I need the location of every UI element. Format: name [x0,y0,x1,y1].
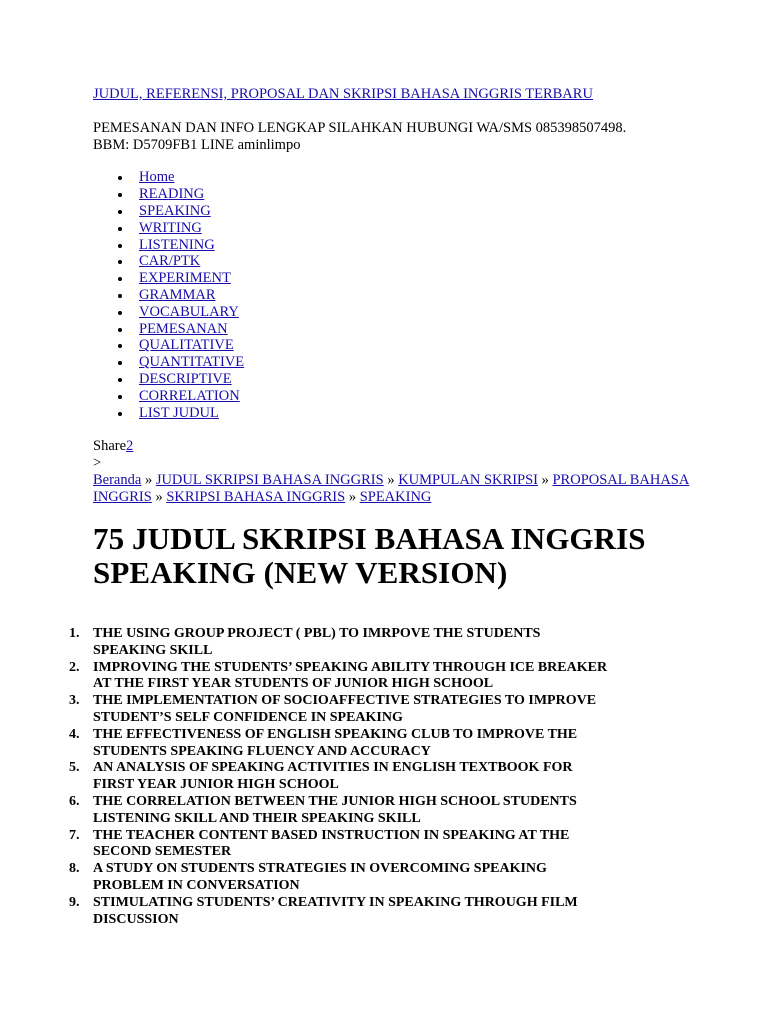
judul-list-item [69,727,709,761]
page-title-line-2: SPEAKING (NEW VERSION) [93,554,508,590]
nav-link[interactable]: READING [139,186,205,203]
nav-link[interactable]: EXPERIMENT [139,270,231,287]
judul-list-item [69,693,709,727]
judul-list-item [69,861,709,895]
list-number: 2. [69,659,80,675]
bullet-icon [118,361,122,365]
bullet-icon [118,244,122,248]
list-number: 9. [69,894,80,910]
breadcrumb-link[interactable]: PROPOSAL BAHASA INGGRIS [93,471,690,505]
breadcrumb [93,472,733,506]
nav-link[interactable]: VOCABULARY [139,303,239,320]
nav-item-grammar [93,287,733,304]
list-number: 3. [69,693,80,709]
breadcrumb-link[interactable]: KUMPULAN SKRIPSI [398,471,538,488]
list-number: 7. [69,827,80,843]
breadcrumb-link[interactable]: SKRIPSI BAHASA INGGRIS [166,488,346,505]
breadcrumb-link[interactable]: Beranda [93,471,142,488]
list-item-text-line-1: IMPROVING THE STUDENTS’ SPEAKING ABILITY THROUGH ICE BREAKER [93,659,608,675]
list-number: 1. [69,626,80,641]
breadcrumb-separator: » [541,471,549,488]
nav-link[interactable]: LIST JUDUL [139,404,219,421]
list-item-text-line-1: THE TEACHER CONTENT BASED INSTRUCTION IN SPEAKING AT THE [93,827,570,843]
share-count-link[interactable]: 2 [126,438,134,455]
share-label: Share [93,438,127,455]
nav-item-car-ptk [93,253,733,270]
share-arrow: > [93,455,102,472]
breadcrumb-separator: » [348,488,357,505]
nav-item-list-judul [93,405,733,422]
nav-link[interactable]: QUALITATIVE [139,337,234,354]
list-item-text-line-2: PROBLEM IN CONVERSATION [93,877,300,893]
nav-link[interactable]: SPEAKING [139,202,211,219]
site-header-link[interactable]: JUDUL, REFERENSI, PROPOSAL DAN SKRIPSI BAHASA INGGRIS TERBARU [93,86,593,102]
nav-item-pemesanan [93,321,733,338]
list-item-text-line-1: THE USING GROUP PROJECT ( PBL) TO IMRPOVE THE STUDENTS [93,626,541,641]
bullet-icon [118,378,122,382]
nav-item-descriptive [93,371,733,388]
nav-item-listening [93,237,733,254]
nav-link[interactable]: WRITING [139,219,202,236]
bullet-icon [118,210,122,214]
list-item-text-line-2: DISCUSSION [93,911,179,927]
bullet-icon [118,395,122,399]
breadcrumb-link[interactable]: JUDUL SKRIPSI BAHASA INGGRIS [155,471,384,488]
list-item-text-line-2: LISTENING SKILL AND THEIR SPEAKING SKILL [93,810,421,826]
list-item-text-line-1: THE IMPLEMENTATION OF SOCIOAFFECTIVE STRATEGIES TO IMPROVE [93,693,597,709]
breadcrumb-link[interactable]: SPEAKING [359,488,432,505]
nav-menu [93,169,733,421]
contact-info [93,120,733,154]
contact-info-line-1: PEMESANAN DAN INFO LENGKAP SILAHKAN HUBUNGI WA/SMS 085398507498. [93,119,627,136]
breadcrumb-separator: » [144,471,153,488]
bullet-icon [118,412,122,416]
nav-link[interactable]: LISTENING [139,236,215,253]
list-item-text-line-2: SPEAKING SKILL [93,642,213,658]
list-number: 8. [69,861,80,877]
bullet-icon [118,227,122,231]
judul-list-item [69,794,709,828]
judul-list-item [69,895,709,929]
list-item-text-line-1: A STUDY ON STUDENTS STRATEGIES IN OVERCOMING SPEAKING [93,861,547,877]
list-item-text-line-1: STIMULATING STUDENTS’ CREATIVITY IN SPEAKING THROUGH FILM [93,894,578,910]
list-number: 6. [69,793,80,809]
judul-list-item [69,760,709,794]
list-item-text-line-2: SECOND SEMESTER [93,844,232,860]
list-item-text-line-2: STUDENTS SPEAKING FLUENCY AND ACCURACY [93,743,431,759]
bullet-icon [118,193,122,197]
page-content [93,86,733,590]
bullet-icon [118,328,122,332]
nav-item-home [93,169,733,186]
nav-item-correlation [93,388,733,405]
bullet-icon [118,176,122,180]
list-item-text-line-1: AN ANALYSIS OF SPEAKING ACTIVITIES IN ENGLISH TEXTBOOK FOR [93,760,573,776]
list-number: 5. [69,760,80,776]
nav-item-quantitative [93,354,733,371]
judul-list-item [69,828,709,862]
nav-item-qualitative [93,337,733,354]
nav-item-experiment [93,270,733,287]
list-number: 4. [69,726,80,742]
page-title [93,522,733,590]
list-item-text-line-2: AT THE FIRST YEAR STUDENTS OF JUNIOR HIGH SCHOOL [93,676,494,692]
list-item-text-line-1: THE CORRELATION BETWEEN THE JUNIOR HIGH SCHOOL STUDENTS [93,793,577,809]
bullet-icon [118,311,122,315]
bullet-icon [118,277,122,281]
nav-link[interactable]: DESCRIPTIVE [139,370,232,387]
breadcrumb-separator: » [387,471,395,488]
nav-link[interactable]: GRAMMAR [139,286,216,303]
nav-item-speaking [93,203,733,220]
bullet-icon [118,260,122,264]
breadcrumb-separator: » [155,488,163,505]
nav-link[interactable]: QUANTITATIVE [139,354,245,371]
bullet-icon [118,344,122,348]
contact-info-line-2: BBM: D5709FB1 LINE aminlimpo [93,136,301,153]
site-header-link-wrapper [93,86,733,103]
list-item-text-line-2: STUDENT’S SELF CONFIDENCE IN SPEAKING [93,709,403,725]
judul-list-item [69,660,709,694]
bullet-icon [118,294,122,298]
judul-list-item [69,626,709,660]
list-item-text-line-2: FIRST YEAR JUNIOR HIGH SCHOOL [93,777,339,793]
nav-item-reading [93,186,733,203]
share-block [93,438,733,472]
nav-item-vocabulary [93,304,733,321]
list-item-text-line-1: THE EFFECTIVENESS OF ENGLISH SPEAKING CLUB TO IMPROVE THE [93,726,578,742]
nav-link[interactable]: Home [139,169,175,186]
judul-list [69,626,709,928]
page-title-line-1: 75 JUDUL SKRIPSI BAHASA INGGRIS [93,520,646,556]
nav-link[interactable]: CORRELATION [139,387,240,404]
nav-link[interactable]: PEMESANAN [139,320,228,337]
nav-link[interactable]: CAR/PTK [139,253,201,270]
nav-item-writing [93,220,733,237]
